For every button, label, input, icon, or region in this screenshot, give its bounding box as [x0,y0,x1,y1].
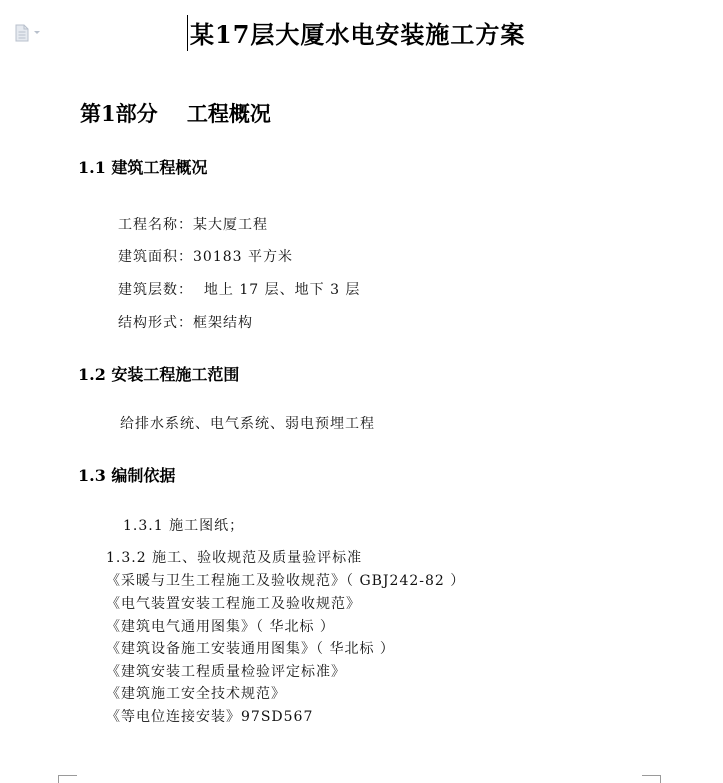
sub-item-1-3-2[interactable]: 1.3.2 施工、验收规范及质量验评标准 [106,550,363,566]
building-floors-line[interactable]: 建筑层数： 地上 17 层、地下 3 层 [118,282,361,298]
standard-item[interactable]: 《建筑设备施工安装通用图集》（ 华北标 ） [106,641,395,657]
standard-item[interactable]: 《建筑施工安全技术规范》 [106,686,286,702]
project-name-line[interactable]: 工程名称：某大厦工程 [118,217,268,233]
standard-item[interactable]: 《等电位连接安装》97SD567 [106,709,314,725]
section-heading-1-1[interactable]: 1.1 建筑工程概况 [78,158,208,177]
standard-item[interactable]: 《建筑安装工程质量检验评定标准》 [106,664,346,680]
section-heading-1-3[interactable]: 1.3 编制依据 [78,466,176,485]
structure-type-line[interactable]: 结构形式：框架结构 [118,315,253,331]
document-icon [16,25,28,41]
document-menu-button[interactable] [14,24,44,42]
part-heading[interactable]: 第1部分 工程概况 [80,101,271,126]
section-heading-1-2[interactable]: 1.2 安装工程施工范围 [78,365,240,384]
standard-item[interactable]: 《电气装置安装工程施工及验收规范》 [106,596,361,612]
sub-item-1-3-1[interactable]: 1.3.1 施工图纸； [123,518,245,534]
building-area-line[interactable]: 建筑面积：30183 平方米 [118,249,293,265]
text-cursor [187,15,188,51]
chevron-down-icon [34,31,40,34]
standard-item[interactable]: 《采暖与卫生工程施工及验收规范》（ GBJ242-82 ） [106,573,466,589]
standard-item[interactable]: 《建筑电气通用图集》（ 华北标 ） [106,619,335,635]
document-title[interactable]: 某17层大厦水电安装施工方案 [190,20,526,49]
install-scope-line[interactable]: 给排水系统、电气系统、弱电预埋工程 [120,416,375,432]
